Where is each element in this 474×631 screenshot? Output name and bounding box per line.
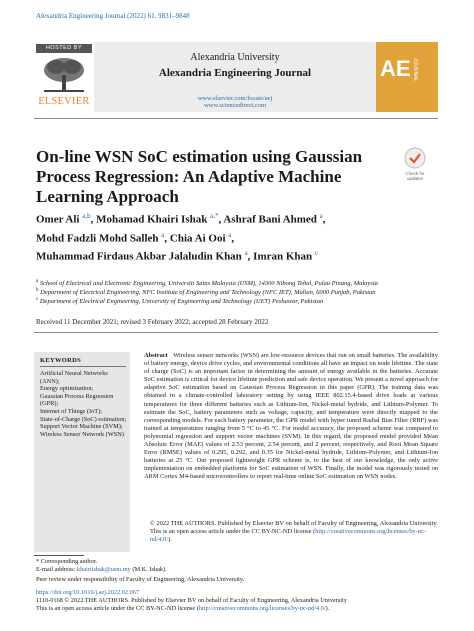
- open-access-end: ).: [325, 605, 330, 612]
- open-access-text: This is an open access article under the CC BY-NC-ND license (: [36, 605, 199, 612]
- copyright-end: ).: [167, 536, 172, 543]
- open-access-line: [36, 605, 440, 613]
- university-name: Alexandria University: [190, 52, 280, 63]
- abstract-body: Wireless sensor networks (WSN) are low-resource devices that run on small batteries. The availability of battery energy, device drive cycles, and environmental conditions all have an impact on node lifetime. The state of charge (SoC) is an important factor in determining the amount of energy available in the batteries. Accurate SoC estimation is critical for device lifetime prediction and safe device operation. We present a novel approach for adaptive SoC estimation based on Gaussian Process Regression in this paper (GPR). The training data was obtained in a climate-controlled laboratory setting by using IEEE 802.15.4-based drive loads at various temperatures for three different batteries such as Lithium-Ion, Nickel-metal hydride, and Lithium-Polymer. To estimate the SoC, battery parameters such as voltage, capacity, and temperature were directly mapped to the corresponding models. For each battery parameter, the GPR model with hyper tuned Radial Bias Filter (RBF) was trained at temperatures ranging from 5 °C to 45 °C. For model accuracy, the proposed scheme was compared to polynomial regression and support vector machines (SVM). In this regard, the proposed model provided Mean Absolute Error (MAE) values of 2.53 percent, 2.54 percent, and 2 percent, respectively, and Root Mean Square Error (RMSE) values of 0.295, 0.292, and 0.35 for Nickel-metal hydride, Lithium-Polymer, and Lithium-Ion batteries at 25 °C. Our proposed lightweight GPR scheme is, to the best of our knowledge, the only active implementation on embedded platforms for SoC estimation of WSN. Finally, the model was rigorously tested on ARM Cortex M4-based microcontrollers to report real-time online SoC estimation on WSN nodes.: [144, 352, 438, 481]
- author-affil-mark: a,*: [210, 212, 219, 220]
- keywords-heading: KEYWORDS: [40, 357, 82, 364]
- corresponding-author-note: * Corresponding author.: [36, 558, 98, 565]
- affiliation: [36, 296, 446, 306]
- license-link[interactable]: http://creativecommons.org/licenses/by-nc-nd/4.0/: [150, 528, 427, 543]
- received-dates: Received 11 December 2021; revised 3 February 2022; accepted 28 February 2022: [36, 318, 269, 326]
- journal-cover-text: JOURNAL: [412, 58, 418, 82]
- keyword-item: Energy optimization;: [40, 385, 94, 393]
- email-link[interactable]: khairiishak@usm.my: [76, 566, 131, 573]
- author-affil-mark: c: [314, 249, 319, 258]
- hosted-by-label: HOSTED BY: [36, 44, 92, 53]
- author-name[interactable]: Ashraf Bani Ahmed: [223, 213, 317, 226]
- header-divider: [34, 118, 438, 119]
- affiliation-mark: c: [36, 297, 39, 302]
- journal-cover-mark: AE: [380, 56, 411, 81]
- keyword-item: Artificial Neural Networks (ANN);: [40, 370, 108, 385]
- journal-url-link[interactable]: www.elsevier.com/locate/aej: [197, 95, 273, 102]
- author-affil-mark: a: [319, 212, 323, 220]
- affiliation-mark: a: [36, 279, 39, 284]
- author-name[interactable]: Omer Ali: [36, 213, 80, 226]
- author-affil-mark: a,b: [82, 212, 91, 220]
- peer-review-note: Peer review under responsibility of Faculty of Engineering, Alexandria University.: [36, 576, 245, 583]
- author-list: Omer Ali $^{a,b}$, Mohamad Khairi Ishak $^{a,*}$, Ashraf Bani Ahmed $^a$, Mohd Fadzli Mohd Salleh $^a$, Chia Ai Ooi $^a$, Muhammad Firdaus Akbar Jalaludin Khan $^a$, Imran Khan $^c$: [36, 212, 326, 263]
- elsevier-wordmark: ELSEVIER: [38, 96, 90, 107]
- affiliation-text: School of Electrical and Electronic Engineering, Universiti Sains Malaysia (USM), 14300 Nibong Tebal, Pulau Pinang, Malaysia: [39, 280, 378, 288]
- footnote-divider: [34, 555, 84, 556]
- author-name[interactable]: Chia Ai Ooi: [169, 232, 226, 245]
- journal-name: Alexandria Engineering Journal: [158, 67, 312, 79]
- keyword-item: Support Vector Machine (SVM);: [40, 423, 123, 431]
- copyright-text: © 2022 THE AUTHORS. Published by Elsevier BV on behalf of Faculty of Engineering, Alexandria University This is an open access article under the CC BY-NC-ND license (: [150, 520, 437, 535]
- email-owner: (M.K. Ishak).: [130, 566, 167, 573]
- keyword-item: Gaussian Process Regression (GPR);: [40, 392, 114, 408]
- journal-citation: Alexandria Engineering Journal (2022) 61, 9831–9848: [36, 12, 190, 20]
- author-name[interactable]: Imran Khan: [253, 250, 313, 263]
- affiliation-text: Department of Electrical Engineering, NFC Institute of Engineering and Technology (NFC IET), Multan, 6000 Punjab, Pakistan: [40, 289, 376, 297]
- author-affil-mark: a: [244, 249, 248, 258]
- abstract-label: Abstract: [144, 352, 168, 359]
- sciencedirect-link[interactable]: www.sciencedirect.com: [203, 102, 267, 109]
- open-access-license-link[interactable]: http://creativecommons.org/licenses/by-nc-nd/4.0/: [198, 605, 326, 612]
- keywords-divider: [40, 366, 126, 367]
- author-name[interactable]: Muhammad Firdaus Akbar Jalaludin Khan: [36, 250, 242, 263]
- article-title: On-line WSN SoC estimation using Gaussian Process Regression: An Adaptive Machine Learning Approach: [36, 147, 363, 206]
- email-line: [36, 566, 440, 574]
- abstract: [144, 352, 438, 482]
- check-for-updates-label: Check for updates: [405, 171, 425, 181]
- keywords-list: [40, 370, 128, 438]
- doi-link[interactable]: https://doi.org/10.1016/j.aej.2022.02.067: [36, 589, 140, 596]
- copyright-notice: [150, 520, 438, 544]
- article-info-divider: [34, 332, 438, 333]
- issn-copyright-line: 1110-0168 © 2022 THE AUTHORS. Published by Elsevier BV on behalf of Faculty of Engineering, Alexandria University: [36, 597, 347, 604]
- keyword-item: State-of-Charge (SoC) estimation;: [40, 415, 127, 423]
- keyword-item: Internet of Things (IoT);: [40, 407, 102, 415]
- author-affil-mark: a: [228, 230, 232, 239]
- affiliation-text: Department of Electrical Engineering, University of Engineering and Technology (UET) Peshawar, Pakistan: [39, 298, 324, 306]
- check-for-updates-icon[interactable]: [404, 147, 426, 171]
- keyword-item: Wireless Sensor Network (WSN): [40, 430, 124, 438]
- affiliation-mark: b: [36, 288, 39, 293]
- author-affil-mark: a: [161, 230, 165, 239]
- author-name[interactable]: Mohamad Khairi Ishak: [96, 213, 208, 226]
- elsevier-tree-icon: [38, 55, 90, 95]
- email-label: E-mail address:: [36, 566, 77, 573]
- author-name[interactable]: Mohd Fadzli Mohd Salleh: [36, 232, 159, 245]
